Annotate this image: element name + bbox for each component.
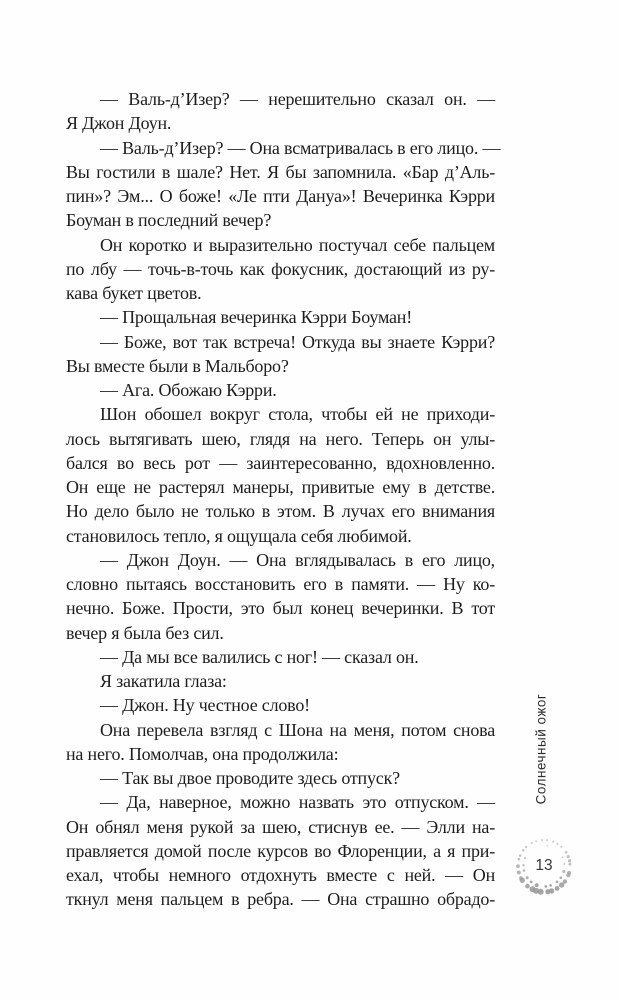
text-line: — Джон. Ну честное слово! — [100, 695, 310, 716]
text-line: на него. Помолчав, она продолжила: — [66, 743, 339, 764]
text-line: — Джон Доун. — Она вглядывалась в его лицо, — [100, 549, 495, 570]
text-line: — Ага. Обожаю Кэрри. — [100, 380, 277, 400]
text-line: лось вытягивать шею, глядя на него. Теперь он улы- — [66, 428, 495, 449]
text-line: бался во весь рот — заинтересованно, вдохновленно. — [66, 452, 495, 473]
text-line: правляется домой после курсов во Флоренции, а я при- — [66, 840, 495, 861]
text-line: — Валь-д’Изер? — Она всматривалась в его лицо. — — [100, 137, 501, 158]
text-line: — Боже, вот так встреча! Откуда вы знаете Кэрри? — [100, 331, 495, 352]
text-line: Я закатила глаза: — [100, 671, 227, 691]
text-line: Вы вместе были в Мальборо? — [66, 355, 289, 376]
text-line: — Прощальная вечеринка Кэрри Боуман! — [100, 307, 413, 328]
text-line: — Да мы все валились с ног! — сказал он. — [100, 646, 419, 667]
text-line: Но дело было не только в этом. В лучах его внимания — [66, 501, 495, 522]
text-line: кава букет цветов. — [66, 283, 202, 303]
text-line: словно пытаясь восстановить его в памяти. — Ну ко- — [66, 574, 495, 594]
text-line: Он еще не растерял манеры, привитые ему в детстве. — [66, 477, 495, 497]
text-line: — Так вы двое проводите здесь отпуск? — [100, 768, 400, 788]
text-line: Боуман в последний вечер? — [66, 210, 272, 231]
text-line: становилось тепло, я ощущала себя любимой. — [66, 525, 412, 546]
sidebar-book-title: Солнечный ожог — [533, 693, 549, 805]
text-line: — Валь-д’Изер? — нерешительно сказал он. — — [100, 89, 495, 109]
text-line: Я Джон Доун. — [66, 113, 172, 134]
text-line: Вы гостили в шале? Нет. Я бы запомнила. «Бар д’Аль- — [66, 161, 495, 182]
text-line: пин»? Эм... О боже! «Ле пти Дануа»! Вечеринка Кэрри — [66, 186, 495, 206]
text-line: ехал, чтобы немного отдохнуть вместе с ней. — Он — [66, 865, 495, 885]
text-line: Он обнял меня рукой за шею, стиснув ее. — Элли на- — [66, 816, 495, 837]
body-text — [66, 87, 501, 912]
page-number-ornament — [504, 826, 584, 906]
text-line: Она перевела взгляд с Шона на меня, потом снова — [100, 719, 495, 740]
text-line: — Да, наверное, можно назвать это отпуском. — — [100, 792, 495, 813]
text-line: Шон обошел вокруг стола, чтобы ей не приходи- — [100, 404, 495, 425]
page-number: 13 — [535, 857, 553, 874]
text-line: Он коротко и выразительно постучал себе пальцем — [100, 234, 495, 255]
text-line: нечно. Боже. Прости, это был конец вечеринки. В тот — [66, 598, 495, 619]
text-line: ткнул меня пальцем в ребра. — Она страшно обрадо- — [66, 889, 495, 910]
text-line: по лбу — точь-в-точь как фокусник, достающий из ру- — [66, 258, 495, 279]
text-line: вечер я была без сил. — [66, 622, 224, 643]
